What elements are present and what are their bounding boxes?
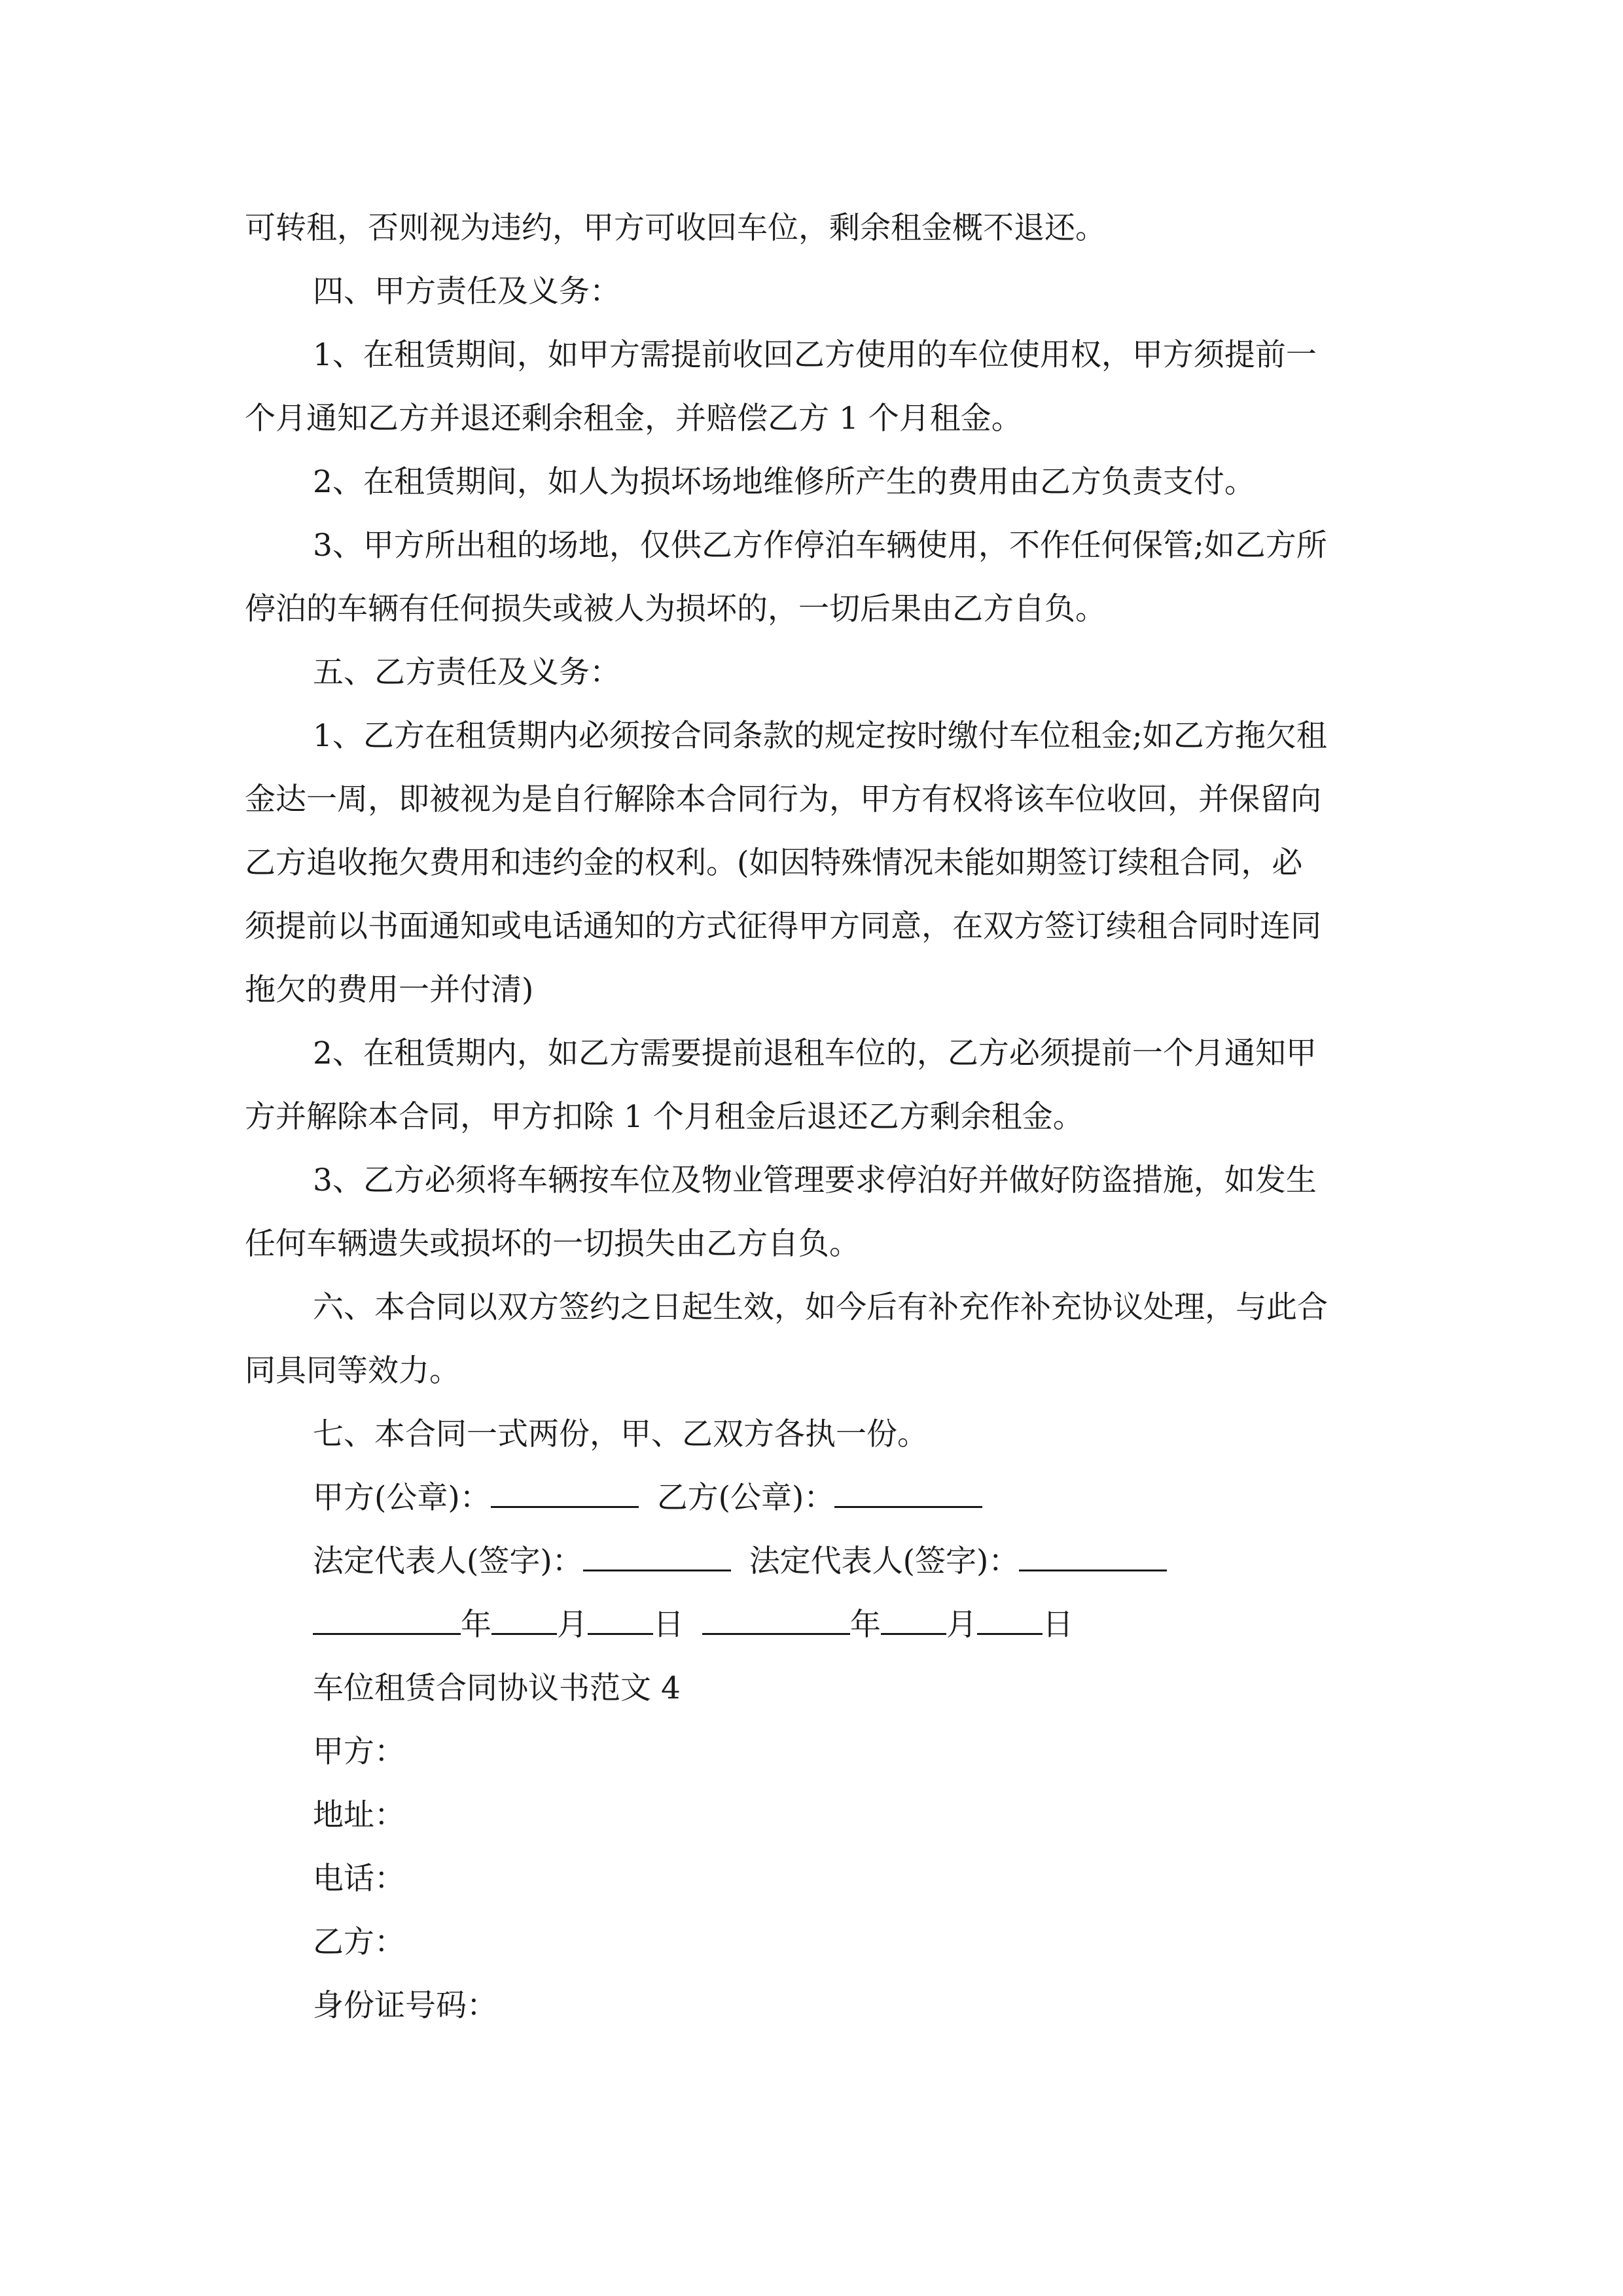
day-label: 日 xyxy=(1043,1607,1073,1643)
paragraph-line: 3、乙方必须将车辆按车位及物业管理要求停泊好并做好防盗措施，如发生 xyxy=(313,1162,1317,1198)
party-b-day-blank[interactable] xyxy=(977,1604,1043,1635)
paragraph-line: 个月通知乙方并退还剩余租金，并赔偿乙方 1 个月租金。 xyxy=(245,401,1022,437)
date-line xyxy=(245,1593,1377,1657)
section-title: 车位租赁合同协议书范文 4 xyxy=(313,1670,681,1706)
field-label-party-a: 甲方： xyxy=(313,1734,405,1770)
paragraph-line: 同具同等效力。 xyxy=(245,1353,460,1389)
field-label-id-number: 身份证号码： xyxy=(313,1988,497,2024)
party-a-month-blank[interactable] xyxy=(491,1604,557,1635)
section-heading: 五、乙方责任及义务： xyxy=(313,655,620,691)
paragraph-line: 六、本合同以双方签约之日起生效，如今后有补充作补充协议处理，与此合 xyxy=(313,1289,1328,1325)
paragraph-line: 乙方追收拖欠费用和违约金的权利。(如因特殊情况未能如期签订续租合同，必 xyxy=(245,845,1303,881)
year-label: 年 xyxy=(461,1607,491,1643)
year-label: 年 xyxy=(850,1607,881,1643)
paragraph-line: 须提前以书面通知或电话通知的方式征得甲方同意，在双方签订续租合同时连同 xyxy=(245,908,1321,944)
paragraph-line: 拖欠的费用一并付清) xyxy=(245,972,534,1008)
party-b-seal-blank[interactable] xyxy=(834,1477,982,1508)
paragraph-line: 七、本合同一式两份，甲、乙双方各执一份。 xyxy=(313,1416,928,1452)
month-label: 月 xyxy=(557,1607,588,1643)
party-b-rep-blank[interactable] xyxy=(1019,1541,1167,1571)
party-b-seal-label: 乙方(公章)： xyxy=(656,1480,835,1516)
party-b-month-blank[interactable] xyxy=(881,1604,946,1635)
paragraph-line: 3、甲方所出租的场地，仅供乙方作停泊车辆使用，不作任何保管;如乙方所 xyxy=(313,528,1327,564)
day-label: 日 xyxy=(653,1607,684,1643)
month-label: 月 xyxy=(946,1607,977,1643)
field-label-address: 地址： xyxy=(313,1797,405,1833)
seal-line xyxy=(245,1466,1377,1530)
party-a-rep-blank[interactable] xyxy=(583,1541,731,1571)
field-label-phone: 电话： xyxy=(313,1861,405,1897)
paragraph-line: 任何车辆遗失或损坏的一切损失由乙方自负。 xyxy=(245,1226,860,1262)
party-a-day-blank[interactable] xyxy=(588,1604,653,1635)
paragraph-line: 2、在租赁期间，如人为损坏场地维修所产生的费用由乙方负责支付。 xyxy=(313,464,1255,500)
party-b-rep-label: 法定代表人(签字)： xyxy=(749,1543,1020,1579)
paragraph-line: 停泊的车辆有任何损失或被人为损坏的，一切后果由乙方自负。 xyxy=(245,591,1106,627)
paragraph-line: 金达一周，即被视为是自行解除本合同行为，甲方有权将该车位收回，并保留向 xyxy=(245,781,1321,817)
party-a-rep-label: 法定代表人(签字)： xyxy=(313,1543,583,1579)
party-a-seal-label: 甲方(公章)： xyxy=(313,1480,491,1516)
paragraph-line: 1、在租赁期间，如甲方需提前收回乙方使用的车位使用权，甲方须提前一 xyxy=(313,337,1317,373)
representative-line xyxy=(245,1530,1377,1593)
paragraph-line: 可转租，否则视为违约，甲方可收回车位，剩余租金概不退还。 xyxy=(245,210,1106,246)
document-body xyxy=(245,196,1377,2037)
field-label-party-b: 乙方： xyxy=(313,1924,405,1960)
paragraph-line: 方并解除本合同，甲方扣除 1 个月租金后退还乙方剩余租金。 xyxy=(245,1099,1084,1135)
paragraph-line: 2、在租赁期内，如乙方需要提前退租车位的，乙方必须提前一个月通知甲 xyxy=(313,1035,1317,1071)
section-heading: 四、甲方责任及义务： xyxy=(313,274,620,310)
party-a-year-blank[interactable] xyxy=(313,1604,461,1635)
paragraph-line: 1、乙方在租赁期内必须按合同条款的规定按时缴付车位租金;如乙方拖欠租 xyxy=(313,718,1327,754)
party-b-year-blank[interactable] xyxy=(702,1604,850,1635)
party-a-seal-blank[interactable] xyxy=(491,1477,639,1508)
